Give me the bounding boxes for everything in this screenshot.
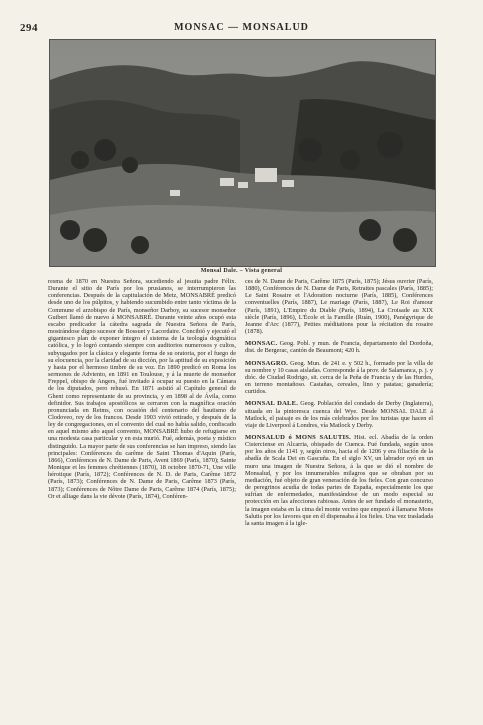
running-head: MONSAC — MONSALUD [174, 22, 309, 33]
continued-text: ces de N. Dame de Paris, Carême 1875 (París, 1875); Jésus ouvrier (París, 1880), Conférences de N. Dame de Paris, Retraites pascales (París, 1885); Le Saint Rosaire et l'Adoration nocturne (París, 1885), Conférences conventuelles (París, 1887), Le mariage (París, 1887), Le Roi d'amour (París, 1891), L'Empire du Diable (París, 1894), La Croisade au XIX siècle (París, 1896), L'École et la Famille (Ruán, 1900), Panégyrique de Jeanne d'Arc (1877), Petites méditations pour la récitation du rosaire (1878). [245, 278, 433, 336]
photo-caption: Monsal Dale. – Vista general [200, 268, 283, 274]
entry-monsac [245, 340, 433, 354]
entry-monsalud [245, 434, 433, 527]
entry-head: MONSAC. [245, 340, 278, 348]
entry-head: MONSAL DALE. [245, 400, 299, 408]
entry-text: Geog. Población del condado de Derby (Inglaterra), situada en la pintoresca cuenca del Wye. Desde MONSAL DALE á Matlock, el paisaje es de los más celebrados por los turistas que hacen el viaje de Liverpool á Londres, vía Matlock y Derby. [245, 400, 434, 429]
right-column [245, 278, 433, 527]
landscape-photo [49, 39, 436, 267]
entry-monsal-dale [245, 400, 433, 429]
landscape-illustration [50, 40, 435, 266]
page-number: 294 [20, 22, 38, 34]
page-header [0, 0, 483, 34]
entry-monsagro [245, 360, 433, 396]
entry-head: MONSAGRO. [245, 359, 289, 367]
article-body-text: resma de 1870 en Nuestra Señora, sucediendo al jesuita padre Félix. Durante el sitio de París por los prusianos, se interrumpieron las conferencias. Después de la capitulación de Metz, MONSABRÉ predicó desde uno de los púlpitos, y habiendo sucumbido entre tanto víctima de la Commune el arzobispo de París, monseñor Darboy, su sucesor monseñor Guibert llamó de nuevo á MONSABRÉ. Durante veinte años ocupó esta escabo predicador la cátedra sagrada de Nuestra Señora de París, mostrándose digno sucesor de Bossuet y Lacordaire. Concibió y ejecutó el gigantesco plan de exponer íntegro el sistema de la teología dogmática católica, y lo logró contando siempre con auditorios numerosos y cultos, subyugados por la clásica y elegante forma de su oratoria, por el fuego de su elocuencia, por la claridad de su dicción, por la aptitud de su exposición y hasta por el hermoso timbre de su voz. En 1890 predicó en Roma los sermones de Adviento, en 1891 en Toulouse, y á la muerte de monseñor Freppel, obispo de Angers, fué invitado á ocupar su puesto en la Cámara de los diputados, pero rehusó. En 1871 asistió al Capítulo general de Ghent como representante de su provincia, y en 1898 al de Ávila, como definidor. Sus trabajos apostólicos se cerraron con la magnífica oración pronunciada en Reims, con ocasión del centenario del bautismo de Clodoveo, rey de los francos. Desde 1903 vivió retirado, y después de la ley de congregaciones, en el convento del cual no había salido, confiscado en aquel mismo año aquel convento, MONSABRÉ hubo de refugiarse en una modesta casa particular y en esta murió. Fué, además, poeta y místico distinguido. La mayor parte de sus conferencias se han impreso, siendo las principales: Conférences du carême de Saint Thomas d'Aquin (París, 1866), Conférences de N. Dame de Paris, Avent 1869 (París, 1870); Sainte Monique et les femmes chrétiennes (1870), 18 octobre 1870-71, Une ville hérotique (París, 1872); Conférences de N. D. de Paris, Carême 1872 (París, 1873); Conférences de N. Dame de Paris, Carême 1873 (París, 1873); Conférences de Nôtre Dame de Paris, Carême 1874 (París, 1875); Or et alliage dans la vie dévote (París, 1874), Conféren- [48, 278, 236, 500]
entry-text: Geog. Pobl. y mun. de Francia, departamento del Dordoña, dist. de Bergerac, cantón de Beaumont; 420 h. [245, 340, 433, 355]
entry-text: Geog. Mun. de 241 e. y 502 h., formado por la villa de su nombre y 10 casas aisladas. Corresponde á la prov. de Salamanca, p. j. y dióc. de Ciudad Rodrigo, sit. cerca de la Peña de Francia y de las Hurdes, en terreno montañoso. Castañas, cereales, lino y patatas; ganadería; curtidos. [245, 359, 434, 396]
entry-head: MONSALUD ó MONS SALUTIS. [245, 433, 351, 441]
entry-text: Hist. ecl. Abadía de la orden Cisterciense en Alcarria, obispado de Cuenca. Fué fundada, según unos por los años de 1141 y, según otros, hacia el de 1206 y era filiación de la abadía de Scala Dei en Gascuña. En el siglo XV, un labrador oyó en un muro una imagen de Nuestra Señora, á la que se dió el nombre de Monsalud, y por los innumerables milagros que se obraban por su mediación, fué objeto de gran veneración de los fieles. Con gran concurso de peregrinos acudía de todas partes de España, especialmente los que sufrían de enfermedades, manifestándose de un modo especial su protección en las afecciones rabiosas. Antes de ser fundado el monasterio, la imagen estaba en la cima del monte vecino que empezó á llamarse Mons Salutis por los favores que en él dispensaba á los fieles. Una vez trasladada la santa imagen á la igle- [245, 433, 434, 527]
left-column [48, 278, 236, 500]
